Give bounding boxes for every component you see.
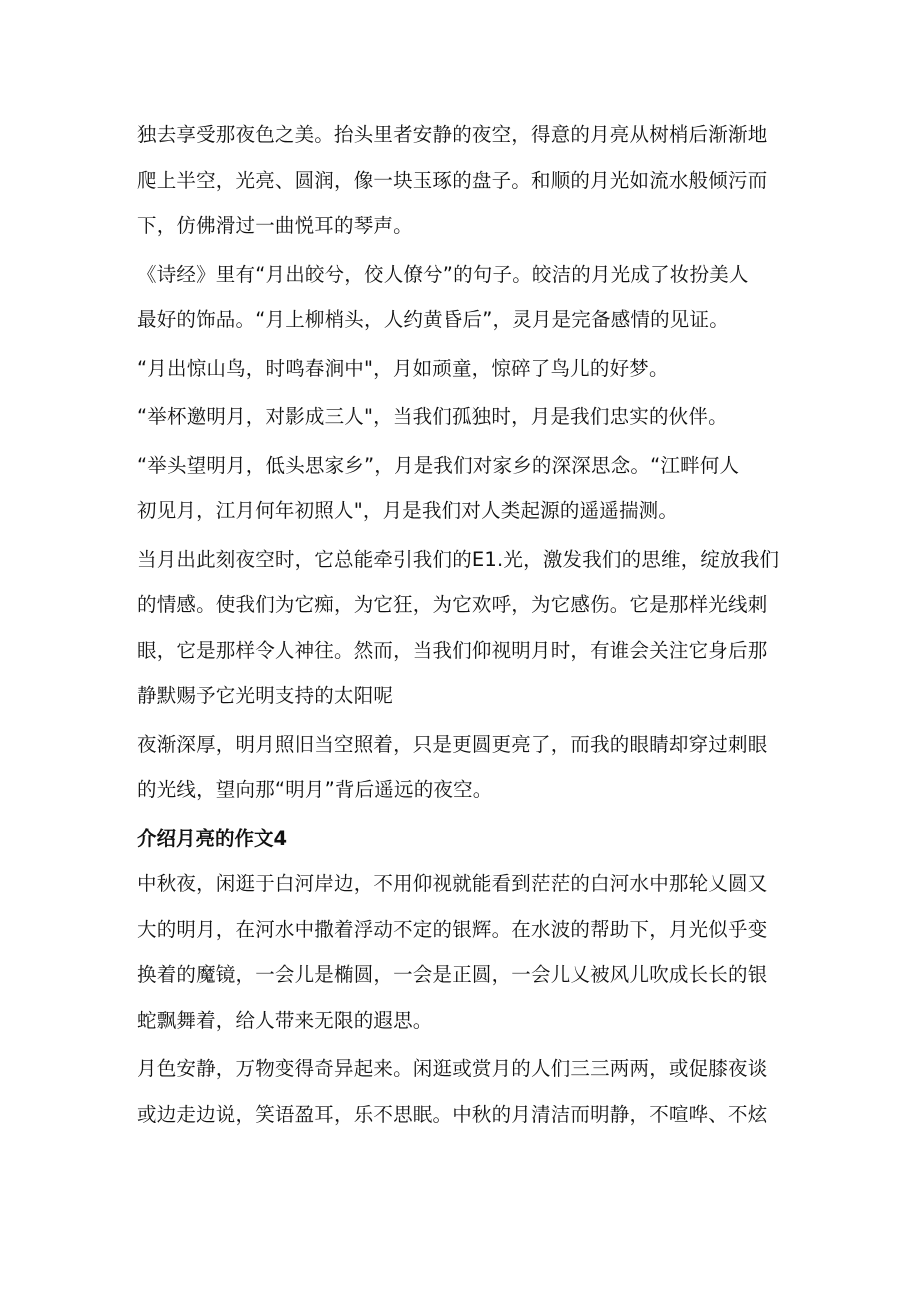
section-heading: 介绍月亮的作文4 [137,826,288,850]
text-line: 夜渐深厚，明月照旧当空照着，只是更圆更亮了，而我的眼睛却穿过刺眼 [137,732,768,756]
text-line: “举头望明月，低头思家乡”，月是我们对家乡的深深思念。“江畔何人 [137,453,740,477]
text-line: 的光线，望向那“明月”背后遥远的夜空。 [137,778,493,801]
paragraph-3 [137,346,785,392]
text-line: “举杯邀明月，对影成三人"，当我们孤独时，月是我们忠实的伙伴。 [137,405,728,428]
text-line: 月色安静，万物变得奇异起来。闲逛或赏月的人们三三两两，或促膝夜谈 [137,1057,768,1080]
document-body [137,112,785,1137]
text-line: 《诗经》里有“月出皎兮，佼人僚兮”的句子。皎洁的月光成了妆扮美人 [137,262,749,286]
text-line: 爬上半空，光亮、圆润，像一块玉琢的盘子。和顺的月光如流水般倾污而 [137,168,768,192]
text-line: 初见月，江月何年初照人"，月是我们对人类起源的遥遥揣测。 [137,499,679,522]
text-line: 眼，它是那样令人神往。然而，当我们仰视明月时，有谁会关注它身后那 [137,638,768,662]
text-line: 下，仿佛滑过一曲悦耳的琴声。 [137,214,413,237]
paragraph-1 [137,112,785,249]
text-line: 静默赐予它光明支持的太阳呢 [137,684,394,707]
text-line: 中秋夜，闲逛于白河岸边，不用仰视就能看到茫茫的白河水中那轮乂圆又 [137,872,768,895]
text-line: 大的明月，在河水中撒着浮动不定的银辉。在水波的帮助下，月光似乎变 [137,917,768,941]
text-line: 或边走边说，笑语盈耳，乐不思眠。中秋的月清洁而明静，不喧哗、不炫 [137,1102,768,1126]
paragraph-8 [137,861,785,1043]
paragraph-4 [137,394,785,440]
text-line: 的情感。使我们为它痴，为它狂，为它欢呼，为它感伤。它是那样光线刺 [137,593,768,616]
paragraph-5 [137,443,785,534]
text-line: 换着的魔镜，一会儿是椭圆，一会是正圆，一会儿乂被风儿吹成长长的银 [137,963,768,986]
text-line: 最好的饰品。“月上柳梢头，人约黄昏后”，灵月是完备感情的见证。 [137,308,729,331]
text-line: 蛇飘舞着，给人带来无限的遐思。 [137,1008,433,1032]
paragraph-6 [137,537,785,719]
text-line: “月出惊山鸟，时鸣春涧中"，月如顽童，惊碎了鸟儿的好梦。 [137,356,669,380]
paragraph-2 [137,252,785,343]
paragraph-7 [137,722,785,813]
paragraph-9 [137,1046,785,1137]
text-line: 独去享受那夜色之美。抬头里者安静的夜空，得意的月亮从树梢后渐渐地 [137,123,768,146]
text-line: 当月出此刻夜空时，它总能牵引我们的E1.光，激发我们的思维，绽放我们 [137,547,780,571]
